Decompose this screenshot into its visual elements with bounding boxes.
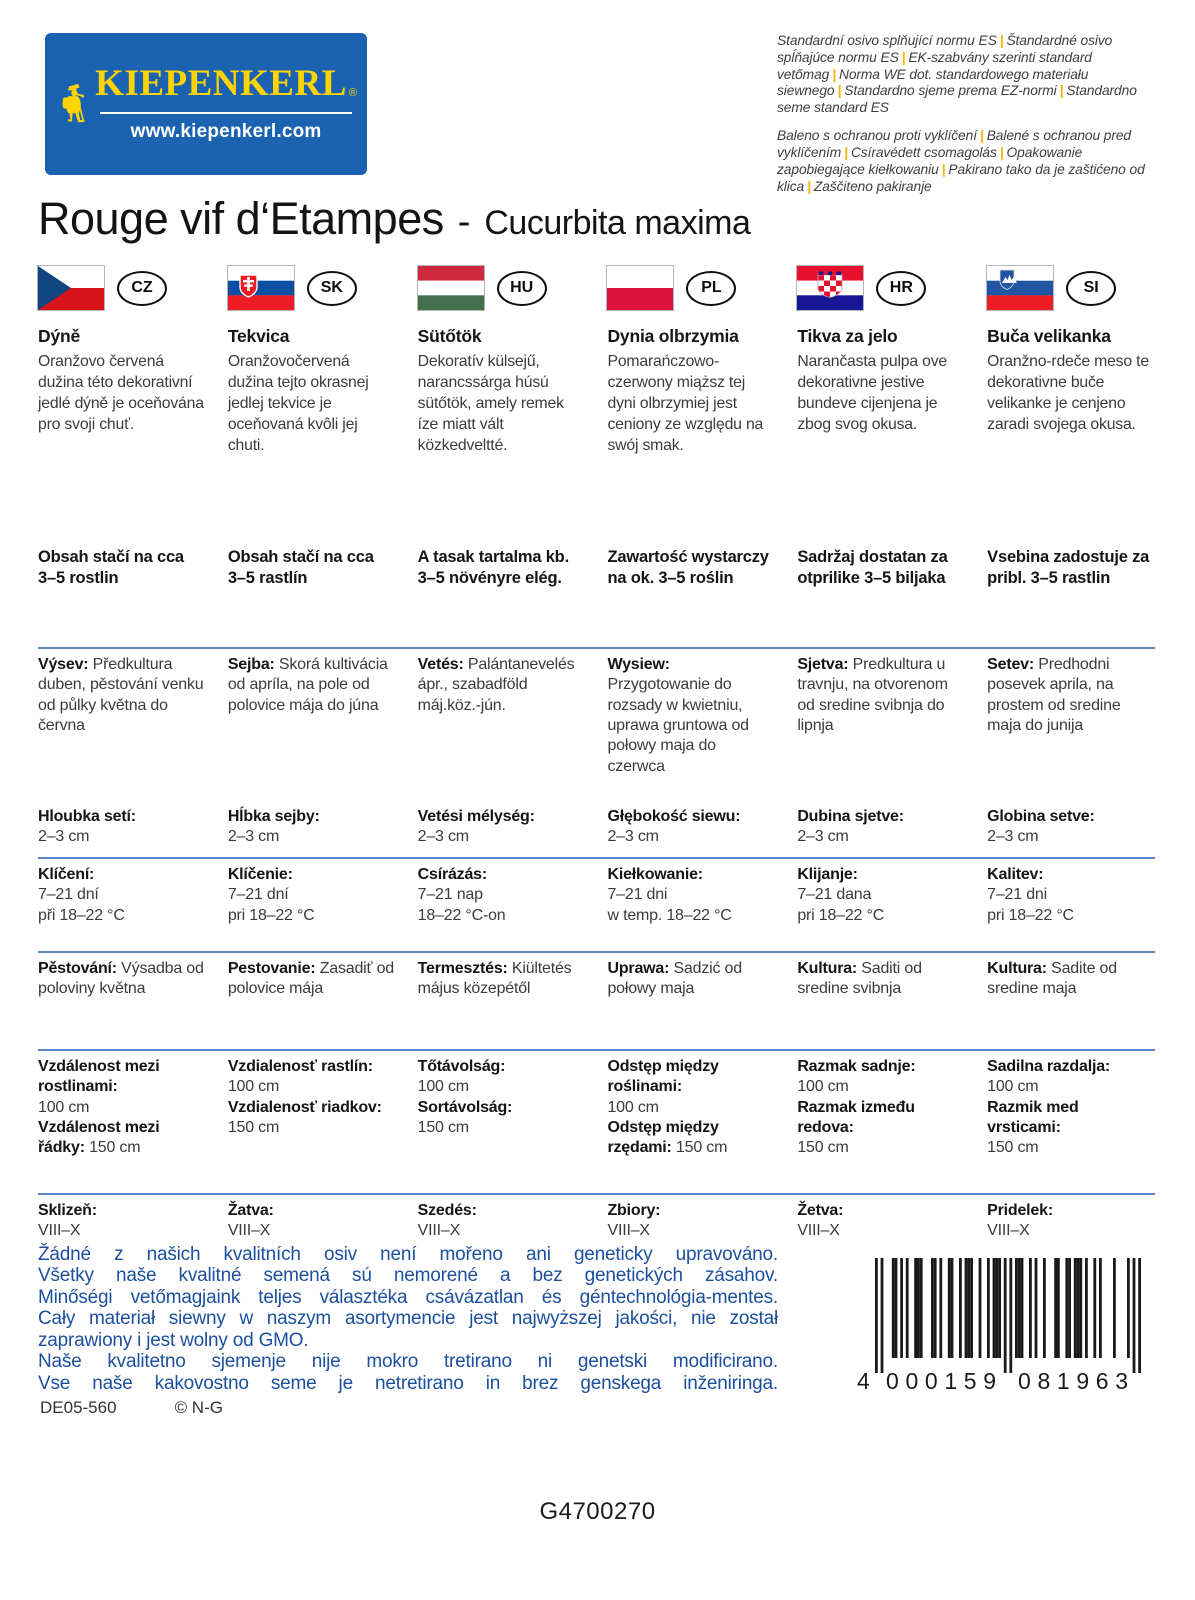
pipe-separator: | [941, 161, 946, 177]
field-label: Vetési mélység: [417, 808, 535, 825]
field-value: Výsadba od poloviny května [38, 960, 204, 998]
article-number: G4700270 [539, 1498, 656, 1525]
field-value: 150 cm [227, 1118, 280, 1136]
note-segment: Baleno s ochranou proti vyklíčení [777, 128, 977, 144]
crop-name-hr: Tikva za jelo [797, 326, 898, 346]
field-label: Sejba: [227, 656, 275, 673]
flag-row [987, 264, 1155, 312]
field-label: Klíčenie: [227, 866, 293, 883]
notice-line: Cały materiał siewny w naszym asortymencie jest najwyższej jakości, nie został zaprawiony i jest wolny od GMO. [38, 1308, 778, 1351]
field-label: Obsah stačí na cca 3–5 rastlín [227, 548, 374, 587]
field-label: Odstęp między roślinami: [607, 1058, 719, 1096]
table-row-germination [38, 865, 1155, 945]
note-segment: Norma WE dot. standardowego materiału siewnego [777, 66, 1089, 99]
sowing-cell-cz [38, 655, 206, 807]
field-label: Žetva: [797, 1202, 844, 1219]
section-divider [38, 1193, 1155, 1195]
depth-cell-hr [797, 807, 965, 851]
bottom-section [38, 1244, 1155, 1401]
germination-protection-note [777, 128, 1155, 195]
flag-row [607, 264, 775, 312]
header [45, 33, 1155, 206]
field-value: 100 cm [987, 1078, 1039, 1096]
field-label: Razmik med vrsticami: [987, 1098, 1079, 1136]
field-label: Tőtávolság: [417, 1058, 506, 1075]
field-value: VIII–X [38, 1222, 81, 1240]
distance-cell-si [987, 1057, 1155, 1187]
pipe-separator: | [999, 33, 1004, 48]
logo-divider [100, 112, 351, 114]
pipe-separator: | [979, 128, 984, 144]
field-value: w temp. 18–22 °C [607, 906, 732, 924]
amount-cell-pl [607, 547, 775, 641]
flag-cz-icon [38, 266, 104, 310]
flag-hu-icon [418, 266, 484, 310]
field-value: 100 cm [417, 1078, 469, 1096]
svg-text:000159: 000159 [886, 1368, 996, 1394]
flag-si-icon [987, 266, 1053, 310]
field-value: Saditi od sredine svibnja [797, 960, 922, 998]
table-row-depth [38, 807, 1155, 851]
country-code-hr: HR [876, 271, 926, 306]
field-value: 100 cm [797, 1078, 849, 1096]
flag-row [228, 264, 396, 312]
pipe-separator: | [807, 178, 811, 194]
pipe-separator: | [844, 144, 848, 160]
amount-cell-hu [418, 547, 586, 641]
field-label: Klíčení: [38, 866, 95, 883]
harvest-cell-si [987, 1201, 1155, 1249]
field-label: Žatva: [227, 1202, 274, 1219]
note-segment: Csíravédett csomagolás [850, 144, 997, 160]
germination-cell-pl [607, 865, 775, 945]
flag-pl-icon [607, 266, 673, 310]
crop-name-cz: Dýně [38, 326, 80, 346]
field-value: 150 cm [671, 1139, 728, 1157]
sowing-cell-sk [228, 655, 396, 807]
language-column-pl [607, 264, 775, 456]
kiepenkerl-logo [45, 33, 367, 175]
field-value: VIII–X [607, 1222, 650, 1240]
field-value: 2–3 cm [38, 828, 90, 846]
depth-cell-si [987, 807, 1155, 851]
field-label: Vzdálenost mezi řádky: [38, 1118, 160, 1157]
sowing-info-table [38, 547, 1155, 1249]
notice-line: Naše kvalitetno sjemenje nije mokro tretirano ni genetski modificirano. [38, 1351, 778, 1373]
amount-cell-sk [228, 547, 396, 641]
amount-cell-hr [797, 547, 965, 641]
logo-text-block [95, 65, 357, 143]
field-label: Vzdialenosť rastlín: [227, 1058, 373, 1075]
notice-line: Žádné z našich kvalitních osiv není mořeno ani geneticky upravováno. [38, 1244, 778, 1265]
cultivation-cell-cz [38, 959, 206, 1043]
field-value: 2–3 cm [227, 828, 280, 846]
field-label: Kultura: [987, 960, 1047, 977]
field-label: Kiełkowanie: [607, 866, 703, 883]
field-label: Sklizeň: [38, 1202, 97, 1219]
field-value: Predkultura u travnju, na otvorenom od sredine svibnja do lipnja [797, 656, 948, 734]
depth-cell-hu [418, 807, 586, 851]
sowing-cell-hr [797, 655, 965, 807]
field-label: Vsebina zadostuje za pribl. 3–5 rastlin [987, 548, 1150, 587]
field-value: 150 cm [797, 1139, 849, 1157]
flag-row [418, 264, 586, 312]
crop-name-si: Buča velikanka [987, 326, 1111, 346]
field-label: Sortávolság: [417, 1098, 513, 1116]
country-code-cz: CZ [117, 271, 167, 306]
field-value: VIII–X [797, 1222, 840, 1240]
brand-url: www.kiepenkerl.com [130, 121, 322, 142]
field-label: Szedés: [417, 1202, 477, 1219]
field-value: 7–21 dni [987, 886, 1047, 904]
field-value: 2–3 cm [987, 828, 1039, 846]
brand-name: KIEPENKERL [95, 63, 347, 104]
field-value: Sadite od sredine maja [987, 960, 1117, 998]
pipe-separator: | [901, 49, 906, 65]
field-value: Predhodni posevek aprila, na prostem od sredine maja do junija [987, 656, 1121, 734]
notice-line: Vse naše kakovostno seme je netretirano in brez genskega inženiringa. [38, 1372, 778, 1394]
field-label: Pridelek: [987, 1202, 1053, 1219]
depth-cell-cz [38, 807, 206, 851]
field-label: Vetés: [417, 656, 464, 673]
note-segment: Standardno sjeme prema EZ-normi [844, 83, 1057, 99]
field-label: Odstęp między rzędami: [607, 1118, 719, 1157]
note-segment: Standardní osivo splňující normu ES [777, 33, 997, 48]
crop-description-hu: Dekoratív külsejű, narancssárga húsú sütőtök, amely remek íze miatt vált közkedveltté. [417, 353, 564, 454]
amount-cell-si [987, 547, 1155, 641]
field-label: Dubina sjetve: [797, 808, 904, 825]
germination-cell-si [987, 865, 1155, 945]
field-label: Razmak između redova: [797, 1098, 915, 1136]
field-label: Pěstování: [38, 960, 117, 977]
pipe-separator: | [837, 83, 842, 99]
standards-notes [777, 33, 1155, 206]
distance-cell-hu [418, 1057, 586, 1187]
field-label: Setev: [987, 656, 1034, 673]
field-value: Palántanevelés ápr., szabadföld máj.köz.-jún. [417, 656, 575, 714]
field-value: 7–21 nap [417, 886, 483, 904]
distance-cell-sk [228, 1057, 396, 1187]
field-label: Obsah stačí na cca 3–5 rostlin [38, 548, 184, 587]
field-value: 7–21 dní [38, 886, 99, 904]
harvest-cell-sk [228, 1201, 396, 1249]
field-value: 150 cm [987, 1139, 1039, 1157]
field-label: Sjetva: [797, 656, 849, 673]
field-label: Klijanje: [797, 866, 858, 883]
section-divider [38, 951, 1155, 953]
section-divider [38, 647, 1155, 649]
field-value: 7–21 dana [797, 886, 872, 904]
field-value: 150 cm [417, 1118, 469, 1136]
note-segment: Štandardné osivo spĺňajúce normu ES [777, 33, 1113, 65]
country-code-pl: PL [686, 271, 736, 306]
germination-cell-sk [228, 865, 396, 945]
table-row-distance [38, 1057, 1155, 1187]
field-value: VIII–X [417, 1222, 461, 1240]
print-code: DE05-560 [40, 1398, 117, 1417]
field-label: Pestovanie: [227, 960, 316, 977]
crop-description-hr: Narančasta pulpa ove dekorativne jestive bundeve cijenjena je zbog svog okusa. [797, 353, 948, 433]
field-value: pri 18–22 °C [987, 906, 1074, 924]
flag-sk-icon [228, 266, 294, 310]
field-label: Sadilna razdalja: [987, 1058, 1111, 1075]
field-value: 100 cm [607, 1098, 659, 1116]
distance-cell-pl [607, 1057, 775, 1187]
note-segment: Pakirano tako da je zaštićeno od klica [777, 161, 1145, 194]
flag-hr-icon [797, 266, 863, 310]
sowing-cell-si [987, 655, 1155, 807]
field-label: A tasak tartalma kb. 3–5 növényre elég. [417, 548, 569, 587]
cultivation-cell-sk [228, 959, 396, 1043]
germination-cell-cz [38, 865, 206, 945]
field-label: Uprawa: [607, 960, 670, 977]
field-value: VIII–X [987, 1222, 1030, 1240]
sowing-cell-hu [418, 655, 586, 807]
field-value: 2–3 cm [417, 828, 469, 846]
cultivation-cell-si [987, 959, 1155, 1043]
distance-cell-cz [38, 1057, 206, 1187]
gmo-free-notice [38, 1244, 778, 1401]
depth-cell-pl [607, 807, 775, 851]
field-label: Hloubka setí: [38, 808, 136, 825]
field-value: Przygotowanie do rozsady w kwietniu, uprawa gruntowa od połowy maja do czerwca [607, 676, 749, 775]
germination-cell-hu [418, 865, 586, 945]
harvest-cell-cz [38, 1201, 206, 1249]
field-value: Předkultura duben, pěstování venku od půlky května do června [38, 656, 204, 734]
field-value: 2–3 cm [607, 828, 659, 846]
field-value: Kiültetés május közepétől [417, 960, 572, 998]
field-value: 18–22 °C-on [417, 906, 506, 924]
footer-codes [40, 1398, 223, 1418]
field-value: 150 cm [84, 1139, 141, 1157]
svg-text:4: 4 [857, 1368, 870, 1394]
cultivation-cell-hu [418, 959, 586, 1043]
field-label: Kultura: [797, 960, 858, 977]
language-column-sk [228, 264, 396, 456]
amount-cell-cz [38, 547, 206, 641]
field-value: 7–21 dni [607, 886, 668, 904]
cultivation-cell-hr [797, 959, 965, 1043]
field-value: 7–21 dní [227, 886, 289, 904]
field-label: Výsev: [38, 656, 89, 673]
pipe-separator: | [832, 66, 836, 82]
crop-description-cz: Oranžovo červená dužina této dekorativní jedlé dýně je oceňována pro svoji chuť. [38, 353, 204, 433]
svg-text:081963: 081963 [1018, 1368, 1128, 1394]
field-label: Sadržaj dostatan za otprilike 3–5 biljaka [797, 548, 948, 587]
botanical-name: Cucurbita maxima [484, 204, 751, 242]
field-label: Głębokość siewu: [607, 808, 741, 825]
field-value: pri 18–22 °C [227, 906, 315, 924]
title-separator: - [457, 201, 471, 243]
field-label: Vzdialenosť riadkov: [227, 1098, 382, 1116]
notice-line: Minőségi vetőmagjaink teljes választéka csávázatlan és géntechnológia-mentes. [38, 1286, 778, 1308]
eu-standard-note [777, 33, 1155, 117]
note-segment: Balené s ochranou pred vyklíčením [777, 128, 1132, 160]
field-value: 100 cm [227, 1078, 280, 1096]
note-segment: Opakowanie zapobiegające kiełkowaniu [777, 144, 1083, 177]
distance-cell-hr [797, 1057, 965, 1187]
table-row-cultivation [38, 959, 1155, 1043]
country-code-si: SI [1066, 271, 1116, 306]
field-value: Skorá kultivácia od apríla, na pole od polovice mája do júna [227, 656, 388, 714]
note-segment: Zaščiteno pakiranje [813, 178, 932, 194]
table-row-harvest [38, 1201, 1155, 1249]
crop-name-pl: Dynia olbrzymia [607, 326, 739, 346]
field-value: pri 18–22 °C [797, 906, 885, 924]
pipe-separator: | [1059, 83, 1064, 99]
crop-name-sk: Tekvica [227, 326, 290, 346]
field-label: Razmak sadnje: [797, 1058, 916, 1075]
field-label: Wysiew: [607, 656, 670, 673]
kiepenkerl-mascot-icon [59, 43, 93, 165]
notice-line: Všetky naše kvalitné semená sú nemorené a bez genetických zásahov. [38, 1265, 778, 1287]
flag-row [38, 264, 206, 312]
language-column-hu [418, 264, 586, 456]
harvest-cell-hu [418, 1201, 586, 1249]
cultivation-cell-pl [607, 959, 775, 1043]
field-value: 2–3 cm [797, 828, 849, 846]
crop-description-sk: Oranžovočervená dužina tejto okrasnej jedlej tekvice je oceňovaná kvôli jej chuti. [227, 353, 369, 454]
field-label: Vzdálenost mezi rostlinami: [38, 1058, 160, 1096]
field-label: Globina setve: [987, 808, 1095, 825]
crop-name-hu: Sütőtök [417, 326, 482, 346]
variety-name: Rouge vif d‘Etampes [38, 193, 444, 244]
language-column-si [987, 264, 1155, 456]
crop-description-pl: Pomarańczowo-czerwony miąższ tej dyni olbrzymiej jest ceniony ze względu na swój smak. [607, 353, 764, 454]
note-segment: EK-szabvány szerinti standard vetőmag [777, 49, 1092, 82]
field-value: VIII–X [227, 1222, 271, 1240]
germination-cell-hr [797, 865, 965, 945]
country-code-hu: HU [497, 271, 547, 306]
country-code-sk: SK [307, 271, 357, 306]
field-value: při 18–22 °C [38, 906, 125, 924]
flag-row [797, 264, 965, 312]
table-row-sowing [38, 655, 1155, 807]
table-row-amount [38, 547, 1155, 641]
depth-cell-sk [228, 807, 396, 851]
language-columns [38, 264, 1155, 456]
field-value: Zasadiť od polovice mája [227, 960, 394, 998]
field-value: Sadzić od połowy maja [607, 960, 742, 998]
field-label: Hĺbka sejby: [227, 808, 320, 825]
language-column-cz [38, 264, 206, 456]
field-label: Kalitev: [987, 866, 1044, 883]
sowing-cell-pl [607, 655, 775, 807]
harvest-cell-pl [607, 1201, 775, 1249]
field-label: Termesztés: [417, 960, 508, 977]
copyright-code: © N-G [174, 1398, 223, 1417]
pipe-separator: | [999, 144, 1004, 160]
brand-registered-mark: ® [348, 87, 357, 99]
ean13-barcode-icon [855, 1258, 1155, 1396]
field-value: 100 cm [38, 1098, 90, 1116]
field-label: Zawartość wystarczy na ok. 3–5 roślin [607, 548, 769, 587]
language-column-hr [797, 264, 965, 456]
field-label: Csírázás: [417, 866, 488, 883]
variety-title [38, 193, 750, 245]
barcode [855, 1258, 1155, 1401]
harvest-cell-hr [797, 1201, 965, 1249]
field-label: Zbiory: [607, 1202, 661, 1219]
section-divider [38, 1049, 1155, 1051]
crop-description-si: Oranžno-rdeče meso te dekorativne buče velikanke je cenjeno zaradi svojega okusa. [987, 353, 1149, 433]
section-divider [38, 857, 1155, 859]
note-segment: Standardno seme standard ES [777, 83, 1137, 116]
